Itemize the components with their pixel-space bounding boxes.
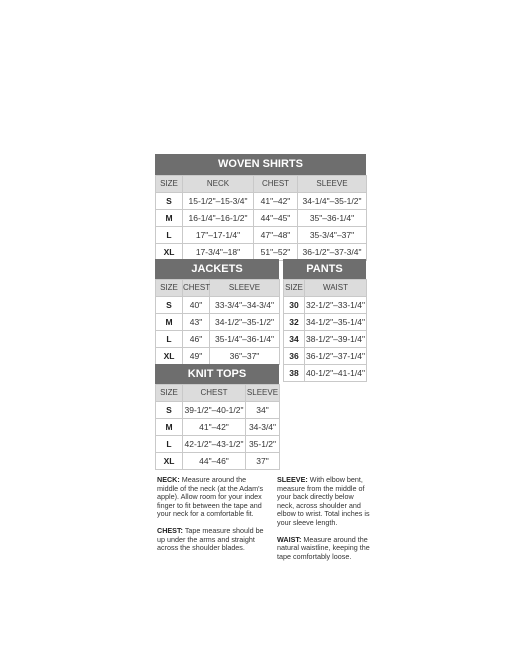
neck-note-label: NECK: [157, 475, 180, 484]
column-header: SLEEVE [246, 385, 280, 402]
chest-note-text: Tape measure should be up under the arms and straight across the shoulder blades. [157, 525, 264, 553]
table-row [156, 453, 280, 470]
waist-cell: 40-1/2"–41-1/4" [305, 365, 367, 382]
waist-note [277, 536, 372, 562]
table-row [156, 436, 280, 453]
sleeve-cell: 37" [246, 453, 280, 470]
sleeve-note [277, 476, 372, 528]
table-header-row [156, 385, 280, 402]
neck-note-text: Measure around the middle of the neck (at the Adam's apple). Allow room for your index finger to fit between the tape and your neck for a comfortable fit. [157, 475, 264, 519]
sleeve-cell: 35"–36-1/4" [298, 210, 367, 227]
column-header: SLEEVE [298, 176, 367, 193]
chest-cell: 47"–48" [254, 227, 298, 244]
woven-shirts-title: WOVEN SHIRTS [155, 154, 366, 175]
chest-cell: 49" [183, 348, 210, 365]
column-header: WAIST [305, 280, 367, 297]
column-header: NECK [183, 176, 254, 193]
size-cell: M [156, 314, 183, 331]
size-cell: XL [156, 244, 183, 261]
sleeve-note-text: With elbow bent, measure from the middle of your back directly below neck, across shoulder and elbow to wrist. Total inches is your sleeve length. [277, 475, 370, 527]
pants-title: PANTS [283, 259, 366, 279]
table-row [156, 244, 367, 261]
table-row [156, 419, 280, 436]
table-row [156, 297, 280, 314]
chest-cell: 44"–45" [254, 210, 298, 227]
sleeve-note-label: SLEEVE: [277, 475, 308, 484]
size-cell: M [156, 210, 183, 227]
jackets-title: JACKETS [155, 259, 279, 279]
table-header-row [284, 280, 367, 297]
chest-cell: 40" [183, 297, 210, 314]
sleeve-cell: 33-3/4"–34-3/4" [210, 297, 280, 314]
column-header: SLEEVE [210, 280, 280, 297]
size-cell: L [156, 227, 183, 244]
knit-tops-table [155, 384, 280, 470]
neck-note [157, 476, 265, 519]
waist-cell: 38-1/2"–39-1/4" [305, 331, 367, 348]
waist-note-text: Measure around the natural waistline, keeping the tape comfortably loose. [277, 534, 370, 561]
sleeve-cell: 35-1/4"–36-1/4" [210, 331, 280, 348]
chest-cell: 51"–52" [254, 244, 298, 261]
size-cell: 34 [284, 331, 305, 348]
knit-tops-chart [155, 364, 279, 470]
chest-cell: 44"–46" [183, 453, 246, 470]
table-row [284, 331, 367, 348]
table-row [284, 314, 367, 331]
waist-cell: 34-1/2"–35-1/4" [305, 314, 367, 331]
jackets-table [155, 279, 280, 365]
sleeve-cell: 34" [246, 402, 280, 419]
sleeve-cell: 35-3/4"–37" [298, 227, 367, 244]
table-row [156, 402, 280, 419]
size-cell: 30 [284, 297, 305, 314]
table-header-row [156, 280, 280, 297]
sleeve-cell: 34-3/4" [246, 419, 280, 436]
sleeve-cell: 36"–37" [210, 348, 280, 365]
jackets-chart [155, 259, 279, 365]
table-row [156, 193, 367, 210]
neck-cell: 15-1/2"–15-3/4" [183, 193, 254, 210]
chest-cell: 41"–42" [254, 193, 298, 210]
woven-shirts-table [155, 175, 367, 261]
pants-table [283, 279, 367, 382]
size-cell: S [156, 402, 183, 419]
sleeve-cell: 34-1/2"–35-1/2" [210, 314, 280, 331]
size-cell: M [156, 419, 183, 436]
pants-chart [283, 259, 366, 382]
sleeve-cell: 36-1/2"–37-3/4" [298, 244, 367, 261]
neck-cell: 17"–17-1/4" [183, 227, 254, 244]
size-cell: L [156, 436, 183, 453]
neck-cell: 17-3/4"–18" [183, 244, 254, 261]
column-header: CHEST [254, 176, 298, 193]
column-header: SIZE [156, 176, 183, 193]
column-header: SIZE [156, 280, 183, 297]
table-row [156, 227, 367, 244]
size-cell: L [156, 331, 183, 348]
waist-cell: 36-1/2"–37-1/4" [305, 348, 367, 365]
woven-shirts-chart [155, 154, 366, 261]
table-row [156, 331, 280, 348]
chest-note-label: CHEST: [157, 525, 183, 535]
size-cell: S [156, 297, 183, 314]
size-cell: S [156, 193, 183, 210]
size-cell: 38 [284, 365, 305, 382]
sleeve-cell: 34-1/4"–35-1/2" [298, 193, 367, 210]
table-row [284, 348, 367, 365]
column-header: SIZE [284, 280, 305, 297]
waist-note-label: WAIST: [277, 534, 302, 544]
chest-cell: 41"–42" [183, 419, 246, 436]
column-header: CHEST [183, 280, 210, 297]
sleeve-cell: 35-1/2" [246, 436, 280, 453]
measurement-notes-left [157, 476, 265, 561]
table-row [284, 365, 367, 382]
column-header: CHEST [183, 385, 246, 402]
size-cell: 32 [284, 314, 305, 331]
table-header-row [156, 176, 367, 193]
size-cell: 36 [284, 348, 305, 365]
size-cell: XL [156, 453, 183, 470]
table-row [156, 348, 280, 365]
table-row [284, 297, 367, 314]
neck-cell: 16-1/4"–16-1/2" [183, 210, 254, 227]
waist-cell: 32-1/2"–33-1/4" [305, 297, 367, 314]
measurement-notes-right [277, 476, 372, 569]
chest-cell: 43" [183, 314, 210, 331]
column-header: SIZE [156, 385, 183, 402]
table-row [156, 314, 280, 331]
knit-tops-title: KNIT TOPS [155, 364, 279, 384]
table-row [156, 210, 367, 227]
chest-cell: 42-1/2"–43-1/2" [183, 436, 246, 453]
size-cell: XL [156, 348, 183, 365]
chest-cell: 46" [183, 331, 210, 348]
chest-cell: 39-1/2"–40-1/2" [183, 402, 246, 419]
chest-note [157, 527, 265, 553]
